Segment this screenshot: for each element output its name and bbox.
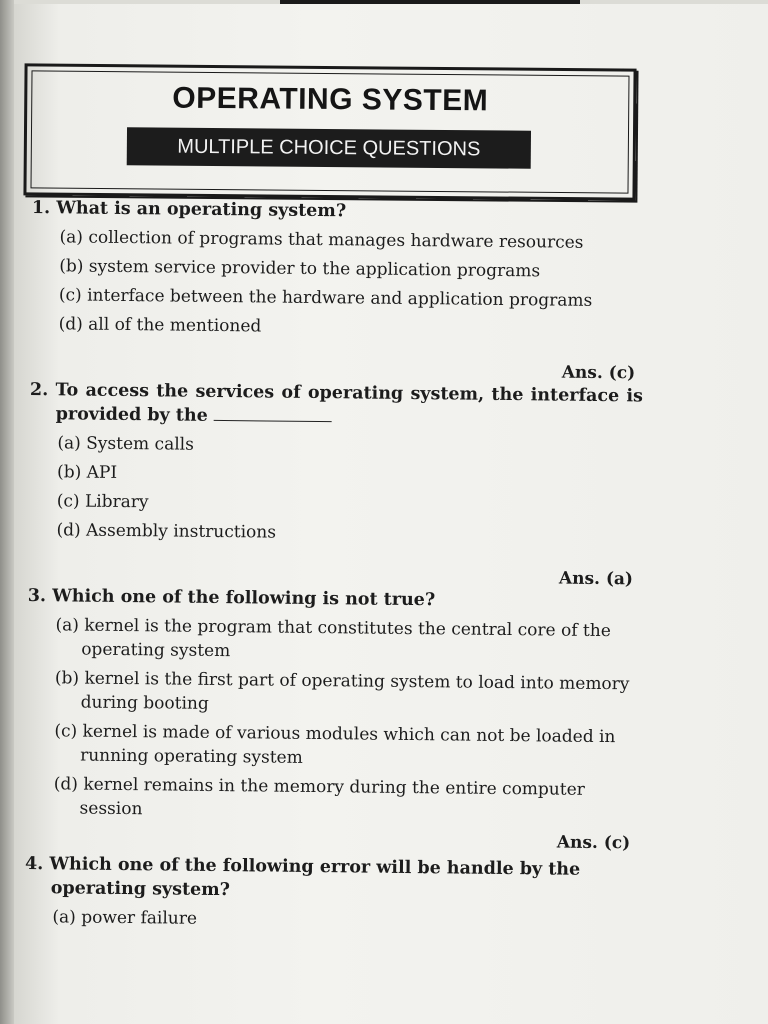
question-text: 4. Which one of the following error will be handle by the operating system?: [24, 853, 581, 901]
question-list: [22, 196, 645, 935]
option-a: (a) System calls: [57, 433, 194, 455]
option-b: (b) system service provider to the application programs: [59, 256, 541, 282]
option-a: (a) kernel is the program that constitutes the central core of the operating system: [55, 615, 611, 662]
title-box: [23, 63, 636, 200]
question-text: 2. To access the services of operating system, the interface is provided by the: [29, 380, 644, 426]
question-text: 1. What is an operating system?: [31, 198, 347, 222]
option-c: (c) interface between the hardware and application programs: [58, 285, 593, 311]
top-edge-bar: [280, 0, 580, 4]
option-b: (b) kernel is the first part of operating system to load into memory during booting: [54, 668, 630, 714]
option-a: (a) collection of programs that manages hardware resources: [59, 227, 584, 253]
option-a: (a) power failure: [52, 907, 198, 929]
page-edge-shadow: [0, 0, 14, 1024]
fill-in-blank: [214, 406, 332, 422]
option-d: (d) all of the mentioned: [58, 314, 262, 337]
question-2: [26, 378, 643, 590]
question-3: [23, 584, 641, 854]
answer-label: Ans. (c): [561, 362, 636, 384]
page-title: OPERATING SYSTEM: [172, 81, 489, 118]
option-b: (b) API: [57, 462, 118, 483]
answer-label: Ans. (c): [556, 832, 631, 854]
section-subtitle: MULTIPLE CHOICE QUESTIONS: [127, 127, 531, 169]
answer-label: Ans. (a): [558, 568, 634, 590]
question-4: [22, 852, 638, 935]
option-c: (c) kernel is made of various modules which can not be loaded in running operating system: [54, 721, 616, 768]
option-c: (c) Library: [56, 491, 149, 513]
question-1: [28, 196, 645, 384]
option-d: (d) kernel remains in the memory during the entire computer session: [53, 774, 585, 820]
question-text: 3. Which one of the following is not true?: [27, 585, 436, 611]
option-d: (d) Assembly instructions: [56, 520, 277, 543]
